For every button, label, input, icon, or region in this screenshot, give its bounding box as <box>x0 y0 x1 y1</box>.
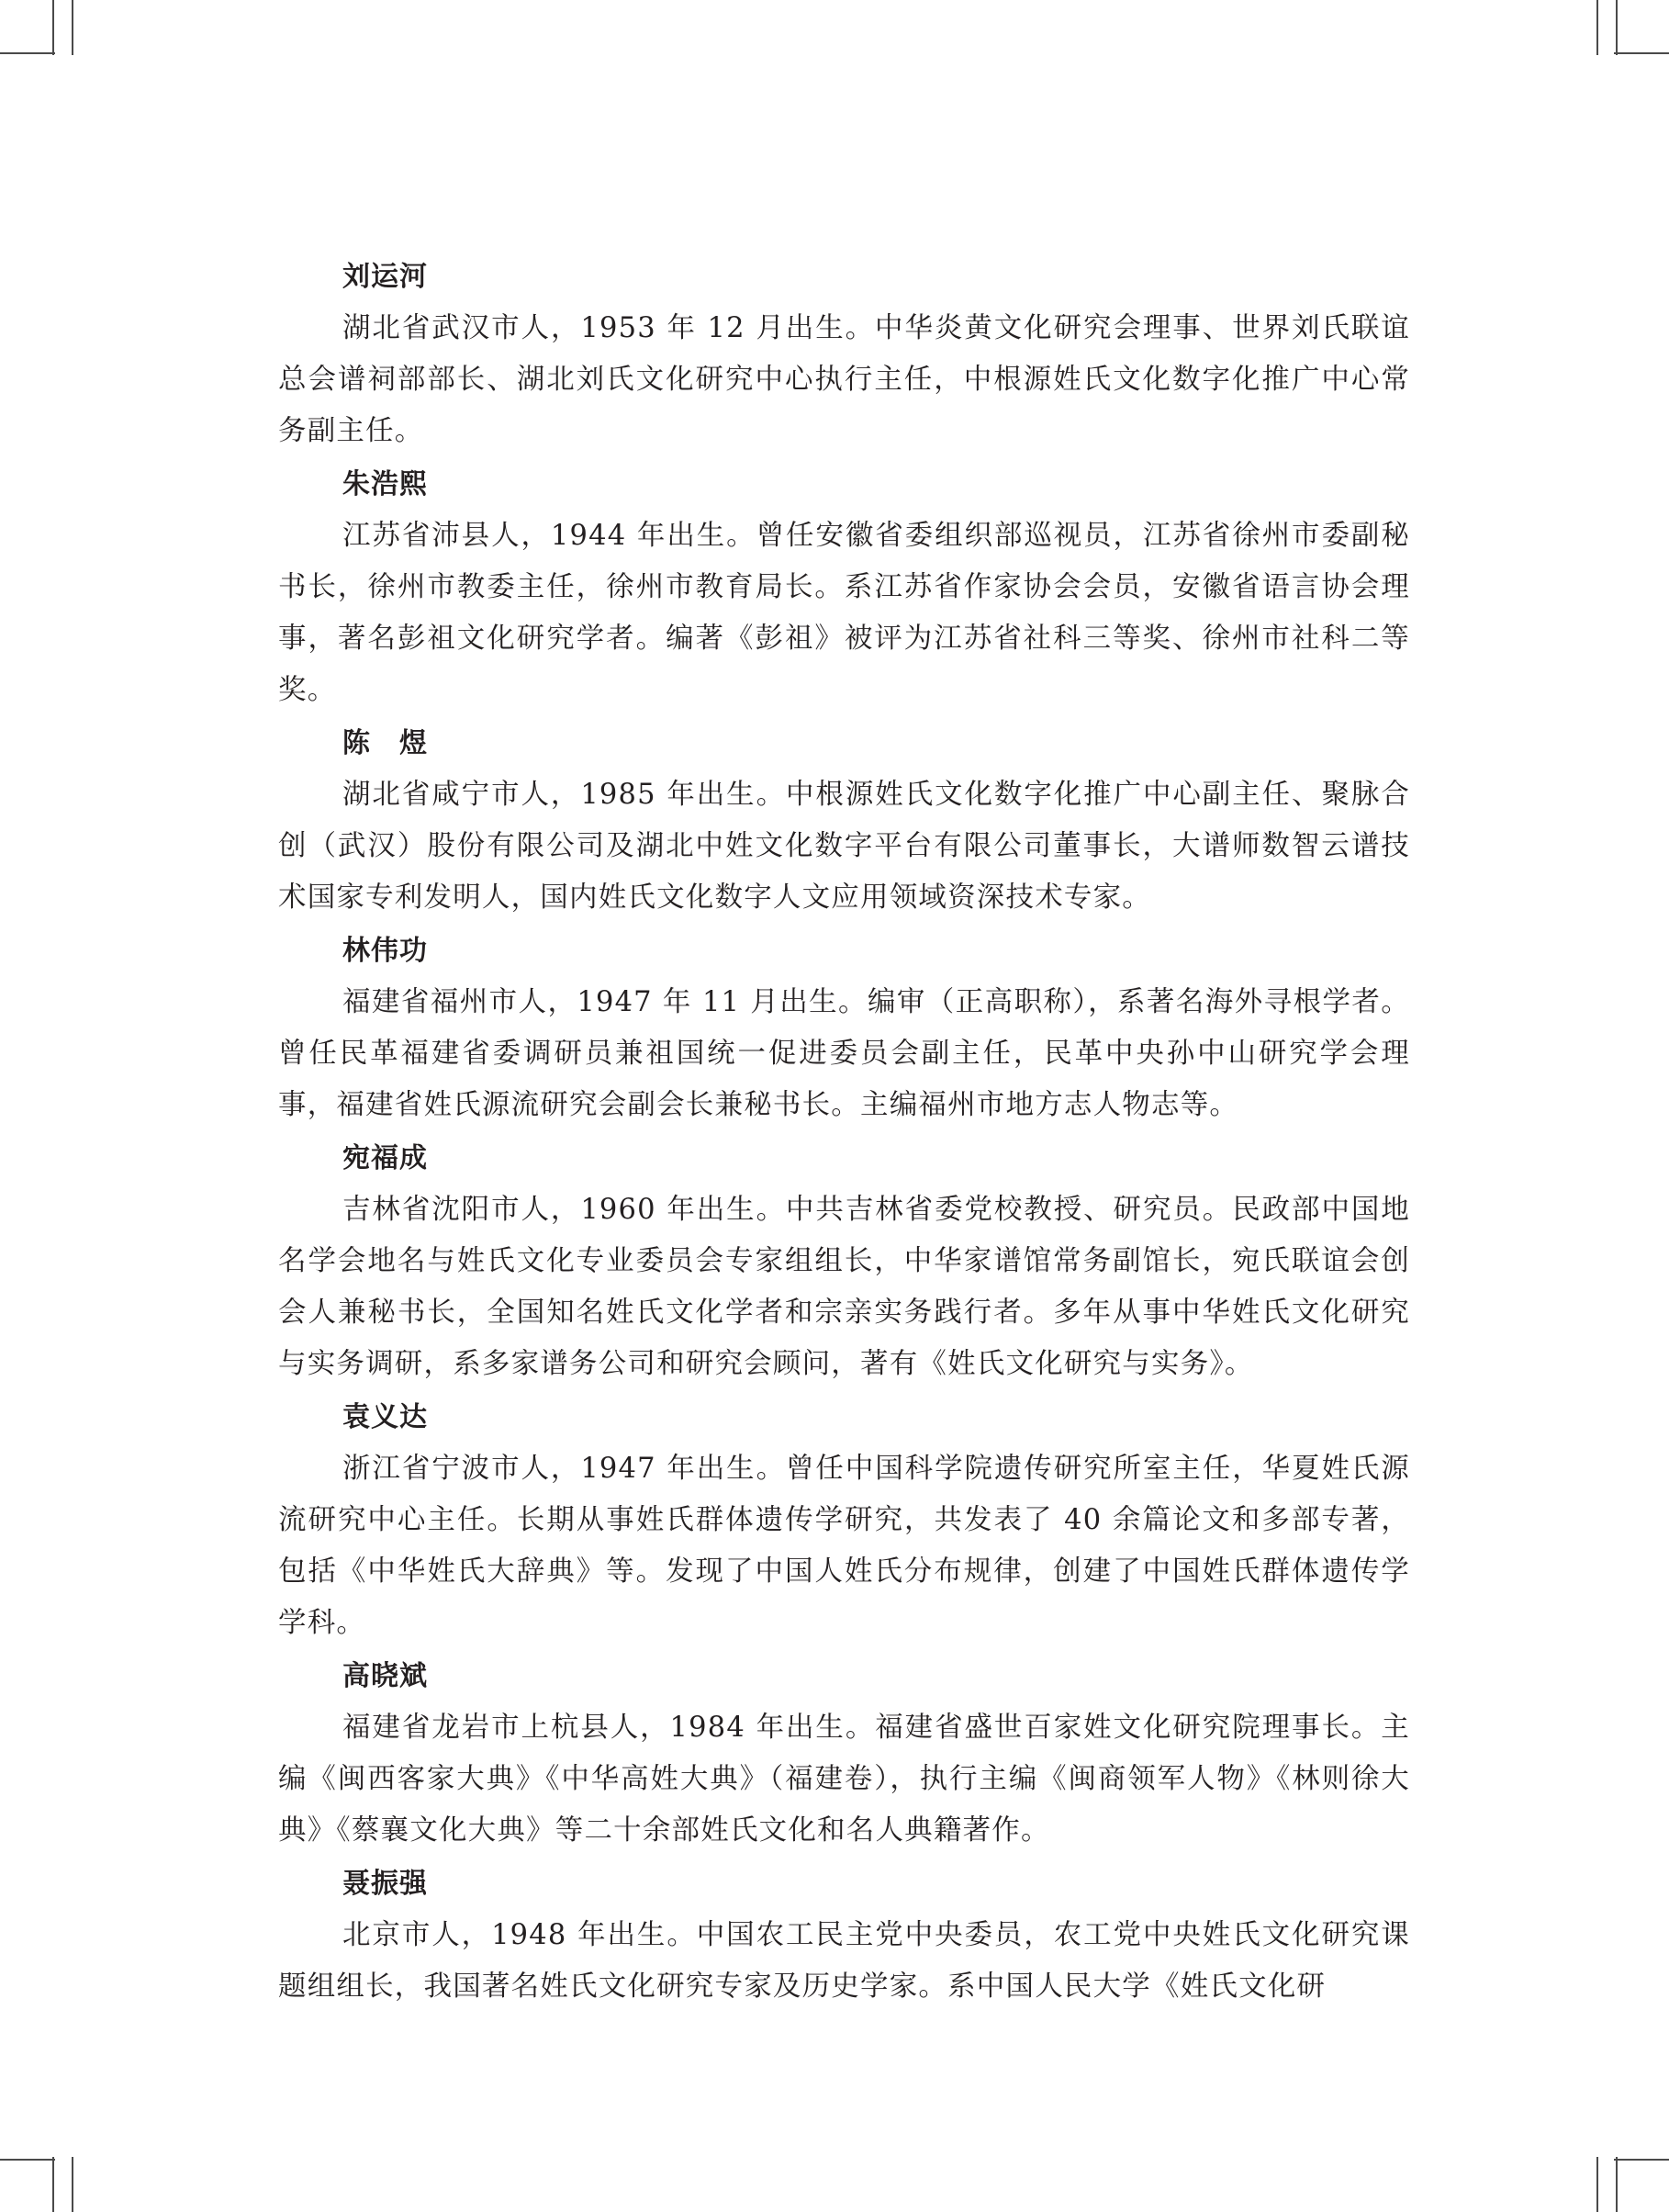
crop-mark-top-right-v <box>1596 0 1598 55</box>
entry-text: 福建省龙岩市上杭县人，1984 年出生。福建省盛世百家姓文化研究院理事长。主编《闽西客家大典》《中华高姓大典》（福建卷），执行主编《闽商领军人物》《林则徐大典》《蔡襄文化大典》等二十余部姓氏文化和名人典籍著作。 <box>278 1712 1410 1847</box>
entry-chen-yu <box>278 718 1410 924</box>
crop-mark-top-right-h <box>1614 52 1669 54</box>
entry-nie-zhenqiang <box>278 1858 1410 2013</box>
entry-name: 宛福成 <box>342 1142 428 1174</box>
entry-liu-yunhe <box>278 252 1410 457</box>
entry-name: 刘运河 <box>342 261 428 293</box>
crop-mark-bottom-left-v <box>52 2157 54 2212</box>
entry-name: 聂振强 <box>342 1868 428 1900</box>
entry-text: 湖北省咸宁市人，1985 年出生。中根源姓氏文化数字化推广中心副主任、聚脉合创（武汉）股份有限公司及湖北中姓文化数字平台有限公司董事长，大谱师数智云谱技术国家专利发明人，国内姓氏文化数字人文应用领域资深技术专家。 <box>278 779 1410 914</box>
crop-mark-bottom-left-v2 <box>72 2157 73 2212</box>
entry-name: 高晓斌 <box>342 1660 428 1692</box>
entry-text: 浙江省宁波市人，1947 年出生。曾任中国科学院遗传研究所室主任，华夏姓氏源流研究中心主任。长期从事姓氏群体遗传学研究，共发表了 40 余篇论文和多部专著，包括《中华姓氏大辞典》等。发现了中国人姓氏分布规律，创建了中国姓氏群体遗传学学科。 <box>278 1453 1410 1639</box>
entry-name: 陈 煜 <box>342 727 428 759</box>
crop-mark-top-left-v2 <box>72 0 73 55</box>
entry-lin-weigong <box>278 926 1410 1131</box>
entry-name: 袁义达 <box>342 1401 428 1433</box>
entry-text: 吉林省沈阳市人，1960 年出生。中共吉林省委党校教授、研究员。民政部中国地名学会地名与姓氏文化专业委员会专家组组长，中华家谱馆常务副馆长，宛氏联谊会创会人兼秘书长，全国知名姓氏文化学者和宗亲实务践行者。多年从事中华姓氏文化研究与实务调研，系多家谱务公司和研究会顾问，著有《姓氏文化研究与实务》。 <box>278 1194 1410 1380</box>
crop-mark-bottom-left-h <box>0 2159 55 2161</box>
crop-mark-top-left-h <box>0 52 55 54</box>
entry-text: 湖北省武汉市人，1953 年 12 月出生。中华炎黄文化研究会理事、世界刘氏联谊总会谱祠部部长、湖北刘氏文化研究中心执行主任，中根源姓氏文化数字化推广中心常务副主任。 <box>278 312 1410 447</box>
entry-wan-fucheng <box>278 1133 1410 1390</box>
entry-yuan-yida <box>278 1392 1410 1649</box>
entry-text: 北京市人，1948 年出生。中国农工民主党中央委员，农工党中央姓氏文化研究课题组组长，我国著名姓氏文化研究专家及历史学家。系中国人民大学《姓氏文化研 <box>278 1919 1410 2003</box>
entry-zhu-haoxi <box>278 459 1410 716</box>
crop-mark-bottom-right-h <box>1614 2159 1669 2161</box>
crop-mark-top-right-v2 <box>1616 0 1618 55</box>
crop-mark-top-left-v <box>52 0 54 55</box>
entry-gao-xiaobin <box>278 1651 1410 1857</box>
biography-list <box>278 250 1410 2013</box>
entry-name: 朱浩熙 <box>342 468 428 500</box>
entry-name: 林伟功 <box>342 935 428 967</box>
crop-mark-bottom-right-v <box>1596 2157 1598 2212</box>
entry-text: 江苏省沛县人，1944 年出生。曾任安徽省委组织部巡视员，江苏省徐州市委副秘书长，徐州市教委主任，徐州市教育局长。系江苏省作家协会会员，安徽省语言协会理事，著名彭祖文化研究学者。编著《彭祖》被评为江苏省社科三等奖、徐州市社科二等奖。 <box>278 520 1410 706</box>
crop-mark-bottom-right-v2 <box>1616 2157 1618 2212</box>
entry-text: 福建省福州市人，1947 年 11 月出生。编审（正高职称），系著名海外寻根学者。曾任民革福建省委调研员兼祖国统一促进委员会副主任，民革中央孙中山研究学会理事，福建省姓氏源流研究会副会长兼秘书长。主编福州市地方志人物志等。 <box>278 986 1410 1121</box>
